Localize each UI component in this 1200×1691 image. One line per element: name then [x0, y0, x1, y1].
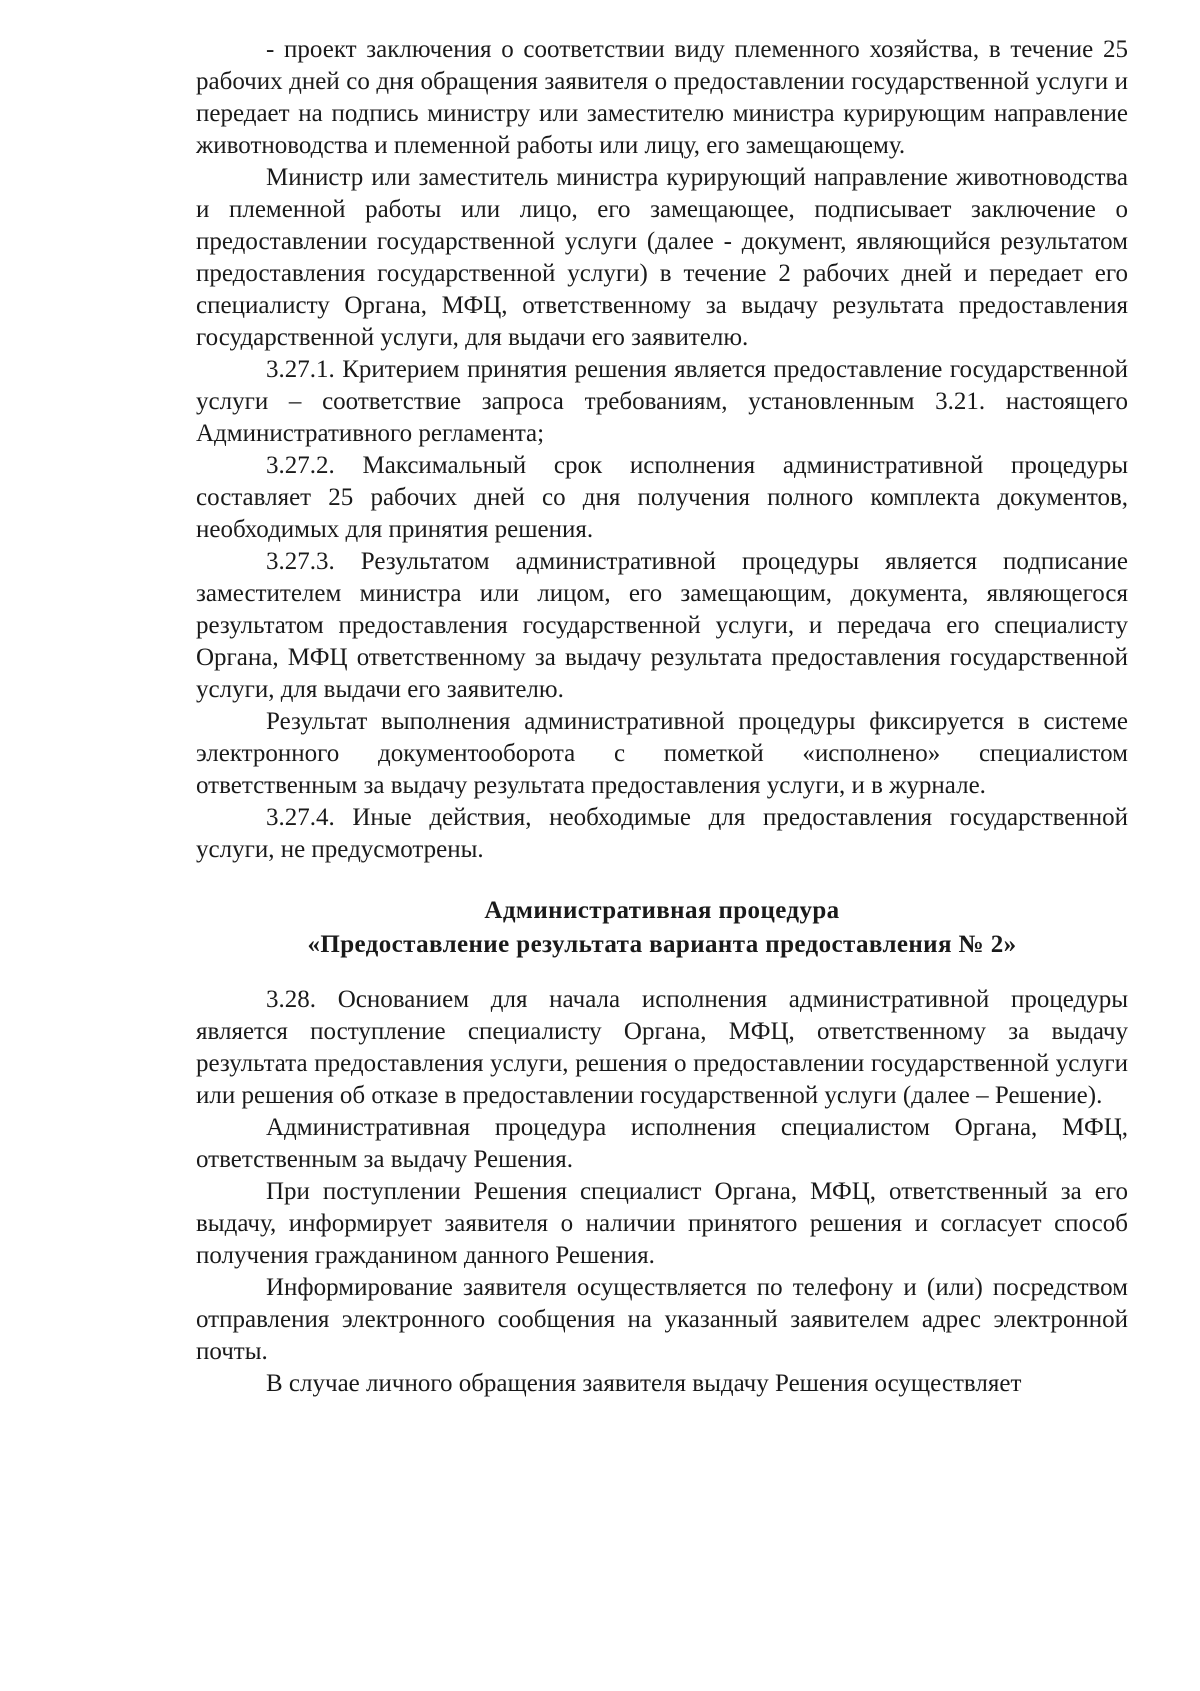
- paragraph-informing: Информирование заявителя осуществляется по телефону и (или) посредством отправления электронного сообщения на указанный заявителем адрес электронной почты.: [196, 1274, 1128, 1365]
- paragraph-personal-appeal: В случае личного обращения заявителя выдачу Решения осуществляет: [266, 1370, 1022, 1397]
- paragraph-procedure-execution: Административная процедура исполнения специалистом Органа, МФЦ, ответственным за выдачу Решения.: [196, 1114, 1128, 1173]
- document-body: [196, 34, 1128, 1400]
- paragraph-3-28: 3.28. Основанием для начала исполнения административной процедуры является поступление специалисту Органа, МФЦ, ответственному за выдачу результата предоставления услуги, решения о предоставлении государственной услуги или решения об отказе в предоставлении государственной услуги (далее – Решение).: [196, 986, 1128, 1109]
- paragraph-draft-conclusion: - проект заключения о соответствии виду племенного хозяйства, в течение 25 рабочих дней со дня обращения заявителя о предоставлении государственной услуги и передает на подпись министру или заместителю министра курирующим направление животноводства и племенной работы или лицу, его замещающему.: [196, 36, 1128, 159]
- paragraph-3-27-2: 3.27.2. Максимальный срок исполнения административной процедуры составляет 25 рабочих дней со дня получения полного комплекта документов, необходимых для принятия решения.: [196, 452, 1128, 543]
- paragraph-on-receipt: При поступлении Решения специалист Органа, МФЦ, ответственный за его выдачу, информирует заявителя о наличии принятого решения и согласует способ получения гражданином данного Решения.: [196, 1178, 1128, 1269]
- paragraph-3-27-1: 3.27.1. Критерием принятия решения является предоставление государственной услуги – соответствие запроса требованиям, установленным 3.21. настоящего Административного регламента;: [196, 356, 1128, 447]
- section-heading: [196, 895, 1128, 961]
- paragraph-minister-signs: Министр или заместитель министра курирующий направление животноводства и племенной работы или лицо, его замещающее, подписывает заключение о предоставлении государственной услуги (далее - документ, являющийся результатом предоставления государственной услуги) в течение 2 рабочих дней и передает его специалисту Органа, МФЦ, ответственному за выдачу результата предоставления государственной услуги, для выдачи его заявителю.: [196, 164, 1128, 351]
- section-heading-line-1: Административная процедура: [484, 897, 840, 924]
- paragraph-3-27-3: 3.27.3. Результатом административной процедуры является подписание заместителем министра или лицом, его замещающим, документа, являющегося результатом предоставления государственной услуги, и передача его специалисту Органа, МФЦ ответственному за выдачу результата предоставления государственной услуги, для выдачи его заявителю.: [196, 548, 1128, 703]
- paragraph-result-recorded: Результат выполнения административной процедуры фиксируется в системе электронного документооборота с пометкой «исполнено» специалистом ответственным за выдачу результата предоставления услуги, и в журнале.: [196, 708, 1128, 799]
- paragraph-3-27-4: 3.27.4. Иные действия, необходимые для предоставления государственной услуги, не предусмотрены.: [196, 804, 1128, 863]
- section-heading-line-2: «Предоставление результата варианта предоставления № 2»: [307, 931, 1017, 958]
